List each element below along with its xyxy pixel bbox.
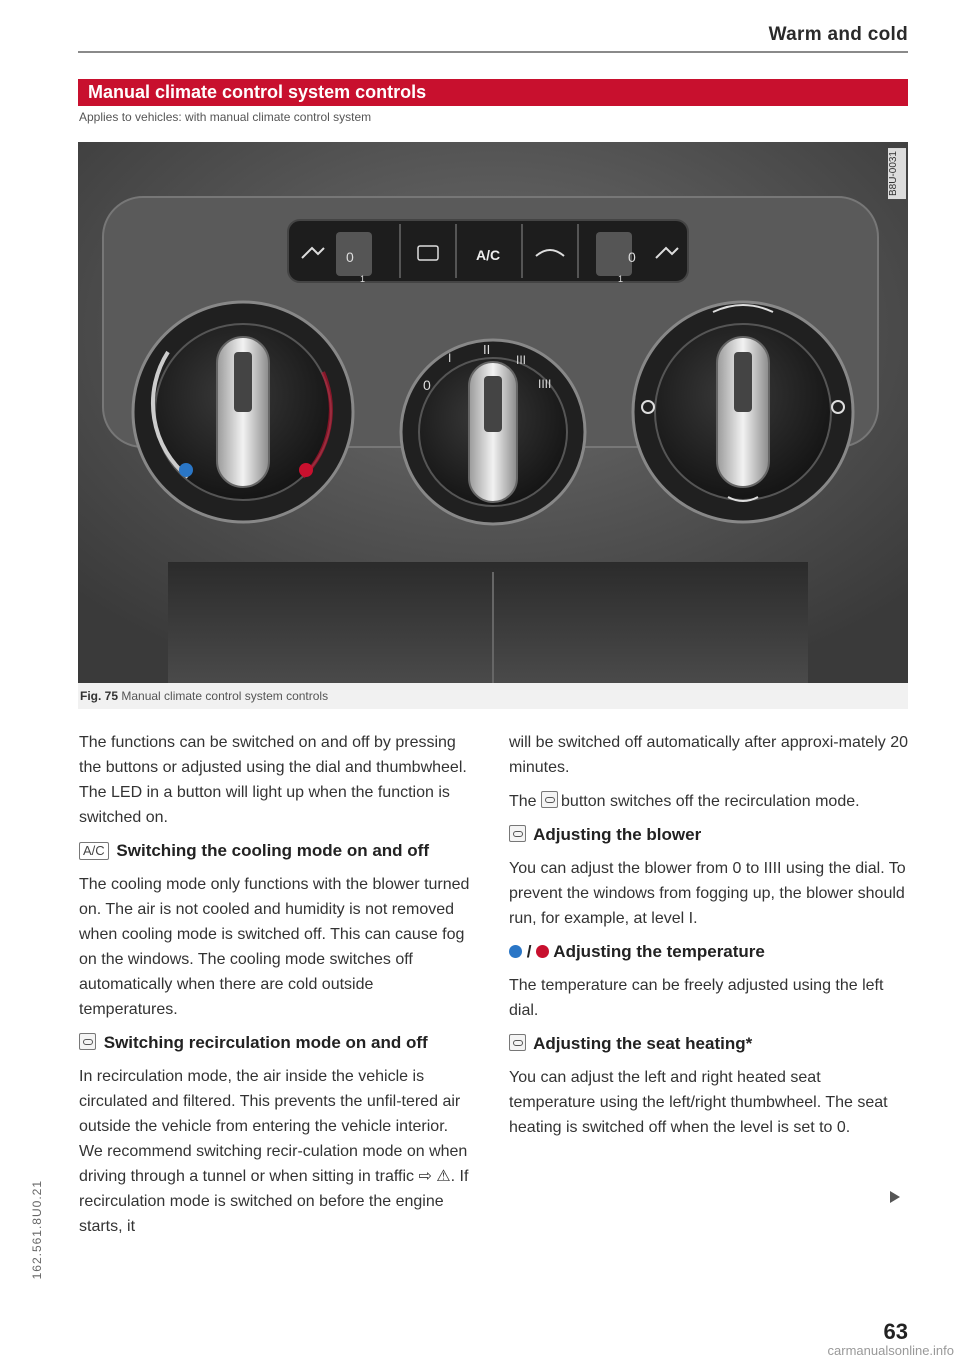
- climate-panel-illustration: [78, 142, 908, 683]
- temp-paragraph: The temperature can be freely adjusted using the left dial.: [509, 977, 884, 1019]
- applies-note: Applies to vehicles: with manual climate control system: [79, 110, 372, 124]
- ac-heading-text: Switching the cooling mode on and off: [116, 841, 429, 860]
- watermark: carmanualsonline.info: [827, 1343, 954, 1358]
- blower-level-IIII: IIII: [538, 377, 552, 391]
- document-code: 162.561.8U0.21: [30, 1180, 44, 1280]
- blower-heading: [509, 823, 909, 847]
- warm-dot-icon: [536, 945, 549, 958]
- left-wheel-scale-0: 0: [346, 249, 354, 265]
- ac-button-label: A/C: [476, 247, 501, 263]
- temp-heading-text: Adjusting the temperature: [553, 942, 765, 961]
- climate-control-figure: [78, 142, 908, 683]
- recirc-heading: [79, 1031, 474, 1055]
- left-column: [79, 730, 474, 1248]
- blower-heading-text: Adjusting the blower: [533, 825, 702, 844]
- continue-arrow-icon: [890, 1191, 900, 1203]
- cold-dot-icon: [179, 463, 193, 477]
- header-rule: [78, 51, 908, 53]
- seat-heat-key-icon: [509, 1034, 526, 1051]
- ac-key-icon: A/C: [79, 842, 109, 860]
- ac-heading: [79, 839, 474, 863]
- seat-paragraph: You can adjust the left and right heated seat temperature using the left/right thumbwheel. The seat heating is switched off when the level is set to 0.: [509, 1069, 888, 1136]
- seat-heading-text: Adjusting the seat heating*: [533, 1034, 753, 1053]
- figure-caption-text: Manual climate control system controls: [121, 689, 329, 703]
- right-wheel-scale-0: 0: [628, 249, 636, 265]
- recirculation-key-icon: [79, 1033, 96, 1050]
- figure-code: B8U-0031: [888, 148, 906, 199]
- section-title: Manual climate control system controls: [78, 79, 908, 106]
- blower-level-III: III: [516, 353, 527, 367]
- page-number: 63: [883, 1319, 908, 1344]
- recirc-off-paragraph: The button switches off the recirculation mode.: [509, 793, 860, 810]
- temperature-dial: [133, 302, 353, 522]
- seat-heading: [509, 1032, 909, 1056]
- left-wheel-scale-1: 1: [360, 274, 366, 284]
- cold-dot-icon: [509, 945, 522, 958]
- blower-key-icon: [509, 825, 526, 842]
- figure-number: Fig. 75: [80, 689, 119, 703]
- recirc-heading-text: Switching recirculation mode on and off: [103, 1033, 428, 1052]
- recirculation-key-icon: [541, 791, 558, 808]
- air-distribution-dial: [633, 302, 853, 522]
- intro-paragraph: The functions can be switched on and off by pressing the buttons or adjusted using the dial and thumbwheel. The LED in a button will light up when the function is switched on.: [79, 734, 467, 826]
- temp-separator: /: [526, 942, 532, 961]
- chapter-title: Warm and cold: [768, 24, 908, 45]
- blower-dial: [401, 340, 585, 524]
- figure-caption: [80, 689, 328, 703]
- blower-level-0: 0: [423, 377, 431, 393]
- warm-dot-icon: [299, 463, 313, 477]
- recirc-paragraph-cont: will be switched off automatically after approxi-mately 20 minutes.: [509, 734, 908, 776]
- right-wheel-scale-1: 1: [618, 274, 624, 284]
- blower-paragraph: You can adjust the blower from 0 to IIII using the dial. To prevent the windows from fogging up, the blower should run, for example, at level I.: [509, 860, 906, 927]
- console-lower: [168, 562, 808, 683]
- temp-heading: [509, 940, 909, 964]
- right-column: [509, 730, 909, 1149]
- ac-paragraph: The cooling mode only functions with the blower turned on. The air is not cooled and humidity is not removed when cooling mode is switched off. This can cause fog on the windows. The cooling mode switches off automatically when there are cold outside temperatures.: [79, 876, 470, 1018]
- blower-level-II: II: [483, 342, 491, 357]
- blower-level-I: I: [448, 351, 452, 365]
- recirc-paragraph: In recirculation mode, the air inside the vehicle is circulated and filtered. This prevents the unfil-tered air outside the vehicle from entering the vehicle interior. We recommend switching recir-culation mode on when driving through a tunnel or when sitting in traffic ⇨ ⚠. If recirculation mode is switched on before the engine starts, it: [79, 1068, 469, 1235]
